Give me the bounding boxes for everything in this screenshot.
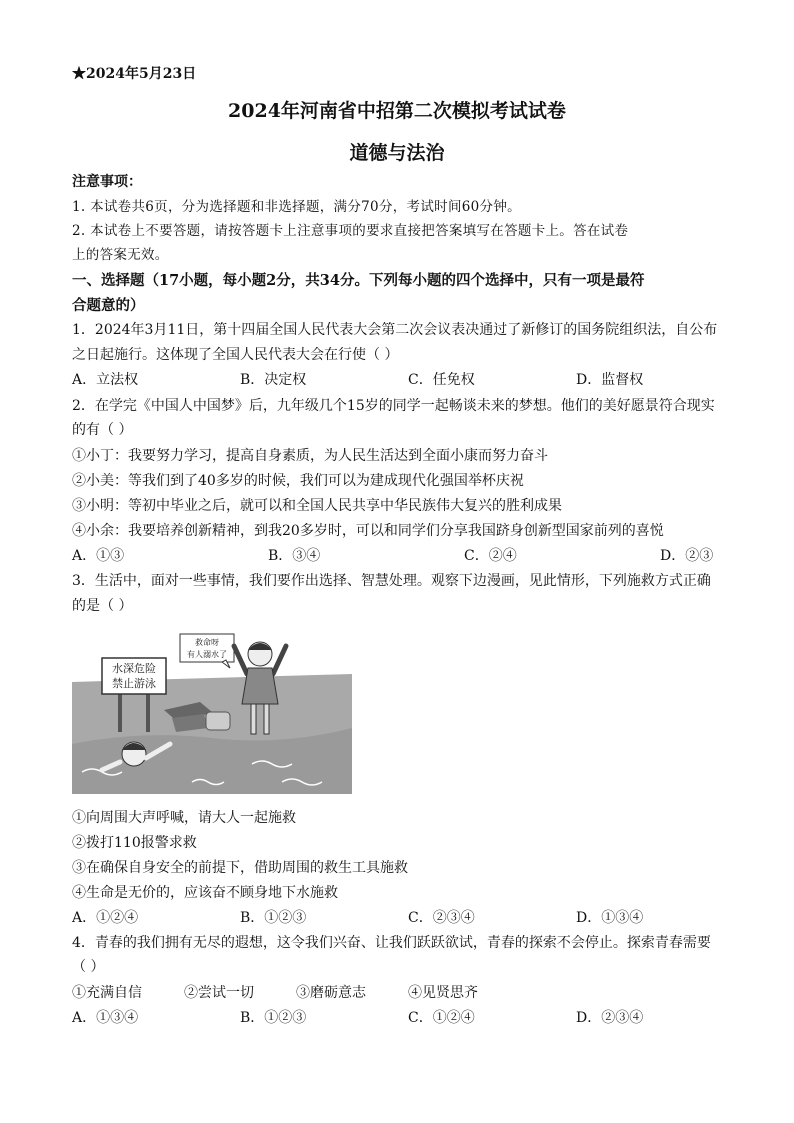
notice-item-1: 1. 本试卷共6页，分为选择题和非选择题，满分70分，考试时间60分钟。 — [72, 199, 521, 215]
q4-option-a: A．①③④ — [72, 1010, 139, 1026]
bubble-text-line-1: 救命呀 — [195, 638, 219, 647]
notice-item-2-line-1: 2. 本试卷上不要答题，请按答题卡上注意事项的要求直接把答案填写在答题卡上。答在试卷 — [72, 223, 629, 239]
question-2-line-1: 2．在学完《中国人中国梦》后，九年级几个15岁的同学一起畅谈未来的梦想。他们的美好愿景符合现实 — [72, 398, 715, 414]
q2-option-b: B．③④ — [268, 548, 321, 564]
q3-statement-2: ②拨打110报警求救 — [72, 835, 197, 851]
drowning-rescue-cartoon — [72, 632, 352, 794]
sign-text-line-2: 禁止游泳 — [112, 677, 156, 690]
q3-statement-3: ③在确保自身安全的前提下，借助周围的救生工具施救 — [72, 860, 408, 876]
q3-statement-4: ④生命是无价的，应该奋不顾身地下水施救 — [72, 885, 338, 901]
q3-statement-1: ①向周围大声呼喊，请大人一起施救 — [72, 810, 296, 826]
q1-option-a: A．立法权 — [72, 372, 139, 388]
q4-choice-2: ②尝试一切 — [184, 985, 254, 1001]
q1-option-d: D．监督权 — [576, 372, 644, 388]
sign-text-line-1: 水深危险 — [112, 662, 156, 675]
question-1-line-2: 之日起施行。这体现了全国人民代表大会在行使（ ） — [72, 347, 399, 363]
notice-heading: 注意事项： — [72, 174, 142, 190]
q2-option-a: A．①③ — [72, 548, 125, 564]
q1-option-b: B．决定权 — [240, 372, 307, 388]
q4-choice-1: ①充满自信 — [72, 985, 142, 1001]
q4-option-b: B．①②③ — [240, 1010, 307, 1026]
q3-option-b: B．①②③ — [240, 910, 307, 926]
question-1-line-1: 1．2024年3月11日，第十四届全国人民代表大会第二次会议表决通过了新修订的国务院组织法，自公布 — [72, 322, 718, 338]
q4-choice-4: ④见贤思齐 — [408, 985, 478, 1001]
q4-option-c: C．①②④ — [408, 1010, 475, 1026]
question-4-line-2: （ ） — [72, 959, 105, 975]
q4-option-d: D．②③④ — [576, 1010, 644, 1026]
q1-option-c: C．任免权 — [408, 372, 475, 388]
section-heading-line-2: 合题意的） — [72, 297, 145, 314]
subject-title: 道德与法治 — [349, 142, 445, 164]
q2-statement-2: ②小美：等我们到了40多岁的时候，我们可以为建成现代化强国举杯庆祝 — [72, 473, 524, 489]
q2-statement-3: ③小明：等初中毕业之后，就可以和全国人民共享中华民族伟大复兴的胜利成果 — [72, 498, 562, 514]
q3-option-c: C．②③④ — [408, 910, 475, 926]
q3-option-a: A．①②④ — [72, 910, 139, 926]
question-4-line-1: 4．青春的我们拥有无尽的遐想，这令我们兴奋、让我们跃跃欲试，青春的探索不会停止。探索青春需要 — [72, 935, 711, 951]
q3-option-d: D．①③④ — [576, 910, 644, 926]
q2-option-c: C．②④ — [464, 548, 517, 564]
exam-date: ★2024年5月23日 — [72, 66, 197, 82]
question-3-line-1: 3．生活中，面对一些事情，我们要作出选择、智慧处理。观察下边漫画，见此情形，下列施救方式正确 — [72, 573, 711, 589]
question-2-line-2: 的有（ ） — [72, 422, 133, 438]
q4-choice-3: ③磨砺意志 — [296, 985, 366, 1001]
q2-statement-4: ④小余：我要培养创新精神，到我20多岁时，可以和同学们分享我国跻身创新型国家前列的喜悦 — [72, 523, 664, 539]
notice-item-2-line-2: 上的答案无效。 — [72, 247, 169, 263]
section-heading-line-1: 一、选择题（17小题，每小题2分，共34分。下列每小题的四个选择中，只有一项是最符 — [72, 272, 645, 289]
question-3-line-2: 的是（ ） — [72, 598, 133, 614]
q2-statement-1: ①小丁：我要努力学习，提高自身素质，为人民生活达到全面小康而努力奋斗 — [72, 448, 548, 464]
exam-title: 2024年河南省中招第二次模拟考试试卷 — [228, 100, 566, 122]
q2-option-d: D．②③ — [660, 548, 714, 564]
bubble-text-line-2: 有人溺水了 — [187, 650, 227, 659]
